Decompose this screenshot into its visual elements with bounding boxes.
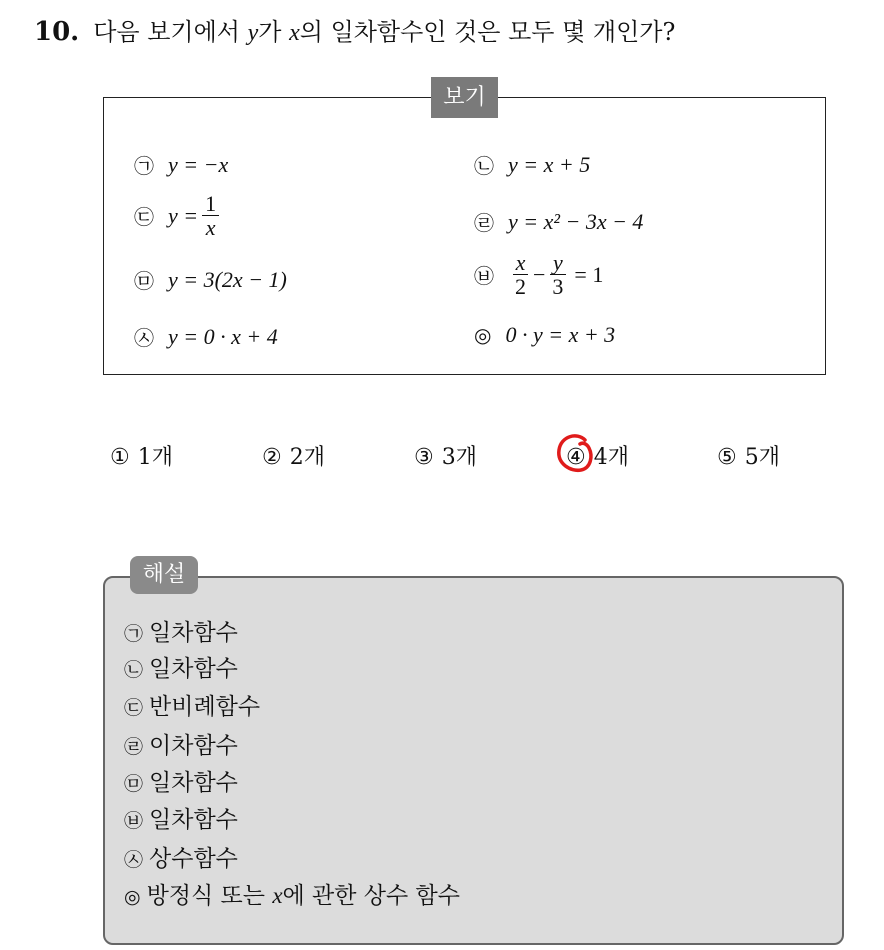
selected-answer-circle-mark <box>555 432 595 474</box>
explanation-line <box>124 877 460 910</box>
option-marker: ㉥ <box>474 264 494 289</box>
explanation-text: 일차함수 <box>149 620 238 646</box>
choice-label: 1개 <box>137 445 173 470</box>
choice-number: ③ <box>414 445 434 470</box>
explanation-line <box>124 727 238 760</box>
choice-number: ② <box>262 445 282 470</box>
explanation-marker: ㉤ <box>124 773 144 795</box>
explanation-line <box>124 801 238 834</box>
choice-label: 2개 <box>289 445 325 470</box>
explanation-marker: ㉢ <box>124 697 144 719</box>
question-var-y: y <box>247 20 259 46</box>
explanation-text: 방정식 또는 <box>146 883 273 909</box>
explanation-line <box>124 650 238 683</box>
option-expression: 0 · y = x + 3 <box>505 322 616 347</box>
option-expression: y = x² − 3x − 4 <box>508 208 644 234</box>
choice-5[interactable] <box>717 440 780 471</box>
explanation-marker: ㉠ <box>124 623 144 645</box>
question-text <box>34 12 675 47</box>
option-3 <box>134 192 223 239</box>
explanation-marker: ◎ <box>124 886 141 908</box>
choice-number: ① <box>110 445 130 470</box>
explanation-marker: ㉡ <box>124 659 144 681</box>
option-expression: y = 3(2x − 1) <box>168 266 287 292</box>
option-8 <box>474 322 615 348</box>
option-7 <box>134 322 278 351</box>
option-expression: y = −x <box>168 151 229 177</box>
explanation-text: 일차함수 <box>149 656 238 682</box>
explanation-line <box>124 614 238 647</box>
option-5 <box>134 265 287 294</box>
question-part: 다음 보기에서 <box>93 18 248 46</box>
fraction-numerator: x <box>513 251 529 275</box>
question-number: 10. <box>34 17 80 47</box>
explanation-marker: ㉣ <box>124 736 144 758</box>
fraction-denominator: x <box>205 215 216 241</box>
explanation-line <box>124 688 260 721</box>
explanation-text: 이차함수 <box>149 733 238 759</box>
choice-2[interactable] <box>262 440 325 471</box>
explanation-marker: ㉦ <box>124 849 144 871</box>
option-operator: − <box>533 261 546 287</box>
option-marker: ㉦ <box>134 326 154 350</box>
explanation-line <box>124 840 238 873</box>
example-box-title: 보기 <box>431 77 498 118</box>
choice-1[interactable] <box>110 440 173 471</box>
fraction <box>202 192 219 239</box>
question-var-x: x <box>289 20 300 46</box>
explanation-text: 에 관한 상수 함수 <box>282 883 460 909</box>
fraction-numerator: 1 <box>202 192 219 216</box>
choice-3[interactable] <box>414 440 477 471</box>
option-marker: ◎ <box>474 323 492 347</box>
explanation-marker: ㉥ <box>124 810 144 832</box>
explanation-text: 일차함수 <box>149 807 238 833</box>
fraction <box>549 251 566 298</box>
option-marker: ㉡ <box>474 154 494 178</box>
choice-number: ④ <box>566 445 586 470</box>
explanation-title: 해설 <box>130 556 198 594</box>
explanation-text: 일차함수 <box>149 770 238 796</box>
option-lhs: y = <box>168 202 199 228</box>
option-expression: y = x + 5 <box>508 151 591 177</box>
choice-number: ⑤ <box>717 445 737 470</box>
option-4 <box>474 207 643 236</box>
choice-label: 3개 <box>441 445 477 470</box>
explanation-line <box>124 764 238 797</box>
fraction-numerator: y <box>550 251 566 275</box>
explanation-text: 상수함수 <box>149 846 238 872</box>
option-marker: ㉢ <box>134 205 154 230</box>
fraction-denominator: 3 <box>552 274 564 300</box>
explanation-text: 반비례함수 <box>149 694 261 720</box>
fraction <box>512 251 529 298</box>
option-rhs: = 1 <box>574 261 604 287</box>
option-expression: y = 0 · x + 4 <box>168 323 278 349</box>
explanation-var-x: x <box>272 883 283 908</box>
option-1 <box>134 150 228 179</box>
option-2 <box>474 150 590 179</box>
choice-label: 5개 <box>744 445 780 470</box>
option-marker: ㉠ <box>134 154 154 178</box>
option-6 <box>474 251 603 298</box>
option-marker: ㉤ <box>134 269 154 293</box>
question-part: 의 일차함수인 것은 모두 몇 개인가? <box>299 18 676 46</box>
question-part: 가 <box>258 18 290 46</box>
fraction-denominator: 2 <box>515 274 526 300</box>
choice-label: 4개 <box>593 445 629 470</box>
option-marker: ㉣ <box>474 211 494 235</box>
